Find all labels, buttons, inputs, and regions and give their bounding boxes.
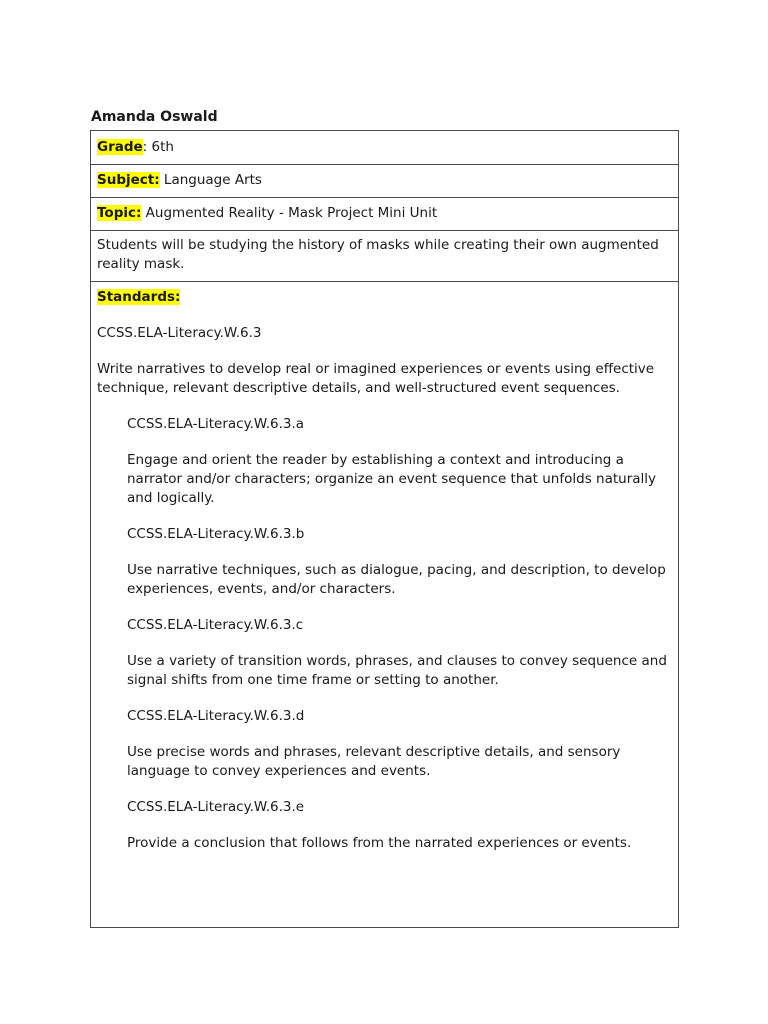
topic-label: Topic: xyxy=(97,205,142,221)
sub-standard-code: CCSS.ELA-Literacy.W.6.3.e xyxy=(127,799,305,815)
summary-row xyxy=(91,231,678,282)
sub-standard-code: CCSS.ELA-Literacy.W.6.3.b xyxy=(127,526,305,542)
standards-label: Standards: xyxy=(97,289,181,305)
standards-heading xyxy=(97,288,672,307)
subject-label: Subject: xyxy=(97,172,160,188)
lesson-plan-table xyxy=(90,130,679,928)
sub-standard-code: CCSS.ELA-Literacy.W.6.3.c xyxy=(127,617,304,633)
sub-standard-text: Use precise words and phrases, relevant descriptive details, and sensory language to convey experiences and events. xyxy=(127,744,621,779)
author-name: Amanda Oswald xyxy=(91,109,218,125)
sub-standards xyxy=(97,415,672,853)
topic-row xyxy=(91,198,678,231)
subject-value: Language Arts xyxy=(159,172,262,188)
topic-value: Augmented Reality - Mask Project Mini Unit xyxy=(141,205,438,221)
standard-text: Write narratives to develop real or imagined experiences or events using effective technique, relevant descriptive details, and well-structured event sequences. xyxy=(97,361,655,396)
sub-standard-code: CCSS.ELA-Literacy.W.6.3.a xyxy=(127,416,305,432)
sub-standard-text: Engage and orient the reader by establishing a context and introducing a narrator and/or characters; organize an event sequence that unfolds naturally and logically. xyxy=(127,452,657,506)
grade-label: Grade xyxy=(97,139,143,155)
sub-standard-text: Provide a conclusion that follows from the narrated experiences or events. xyxy=(127,835,632,851)
sub-standard-text: Use a variety of transition words, phrases, and clauses to convey sequence and signal shifts from one time frame or setting to another. xyxy=(127,653,667,688)
subject-row xyxy=(91,165,678,198)
grade-value: : 6th xyxy=(142,139,174,155)
sub-standard-text: Use narrative techniques, such as dialogue, pacing, and description, to develop experiences, events, and/or characters. xyxy=(127,562,666,597)
standard-code: CCSS.ELA-Literacy.W.6.3 xyxy=(97,325,262,341)
summary-text: Students will be studying the history of masks while creating their own augmented reality mask. xyxy=(97,237,659,272)
grade-row xyxy=(91,131,678,165)
standards-row xyxy=(91,282,678,853)
sub-standard-code: CCSS.ELA-Literacy.W.6.3.d xyxy=(127,708,305,724)
